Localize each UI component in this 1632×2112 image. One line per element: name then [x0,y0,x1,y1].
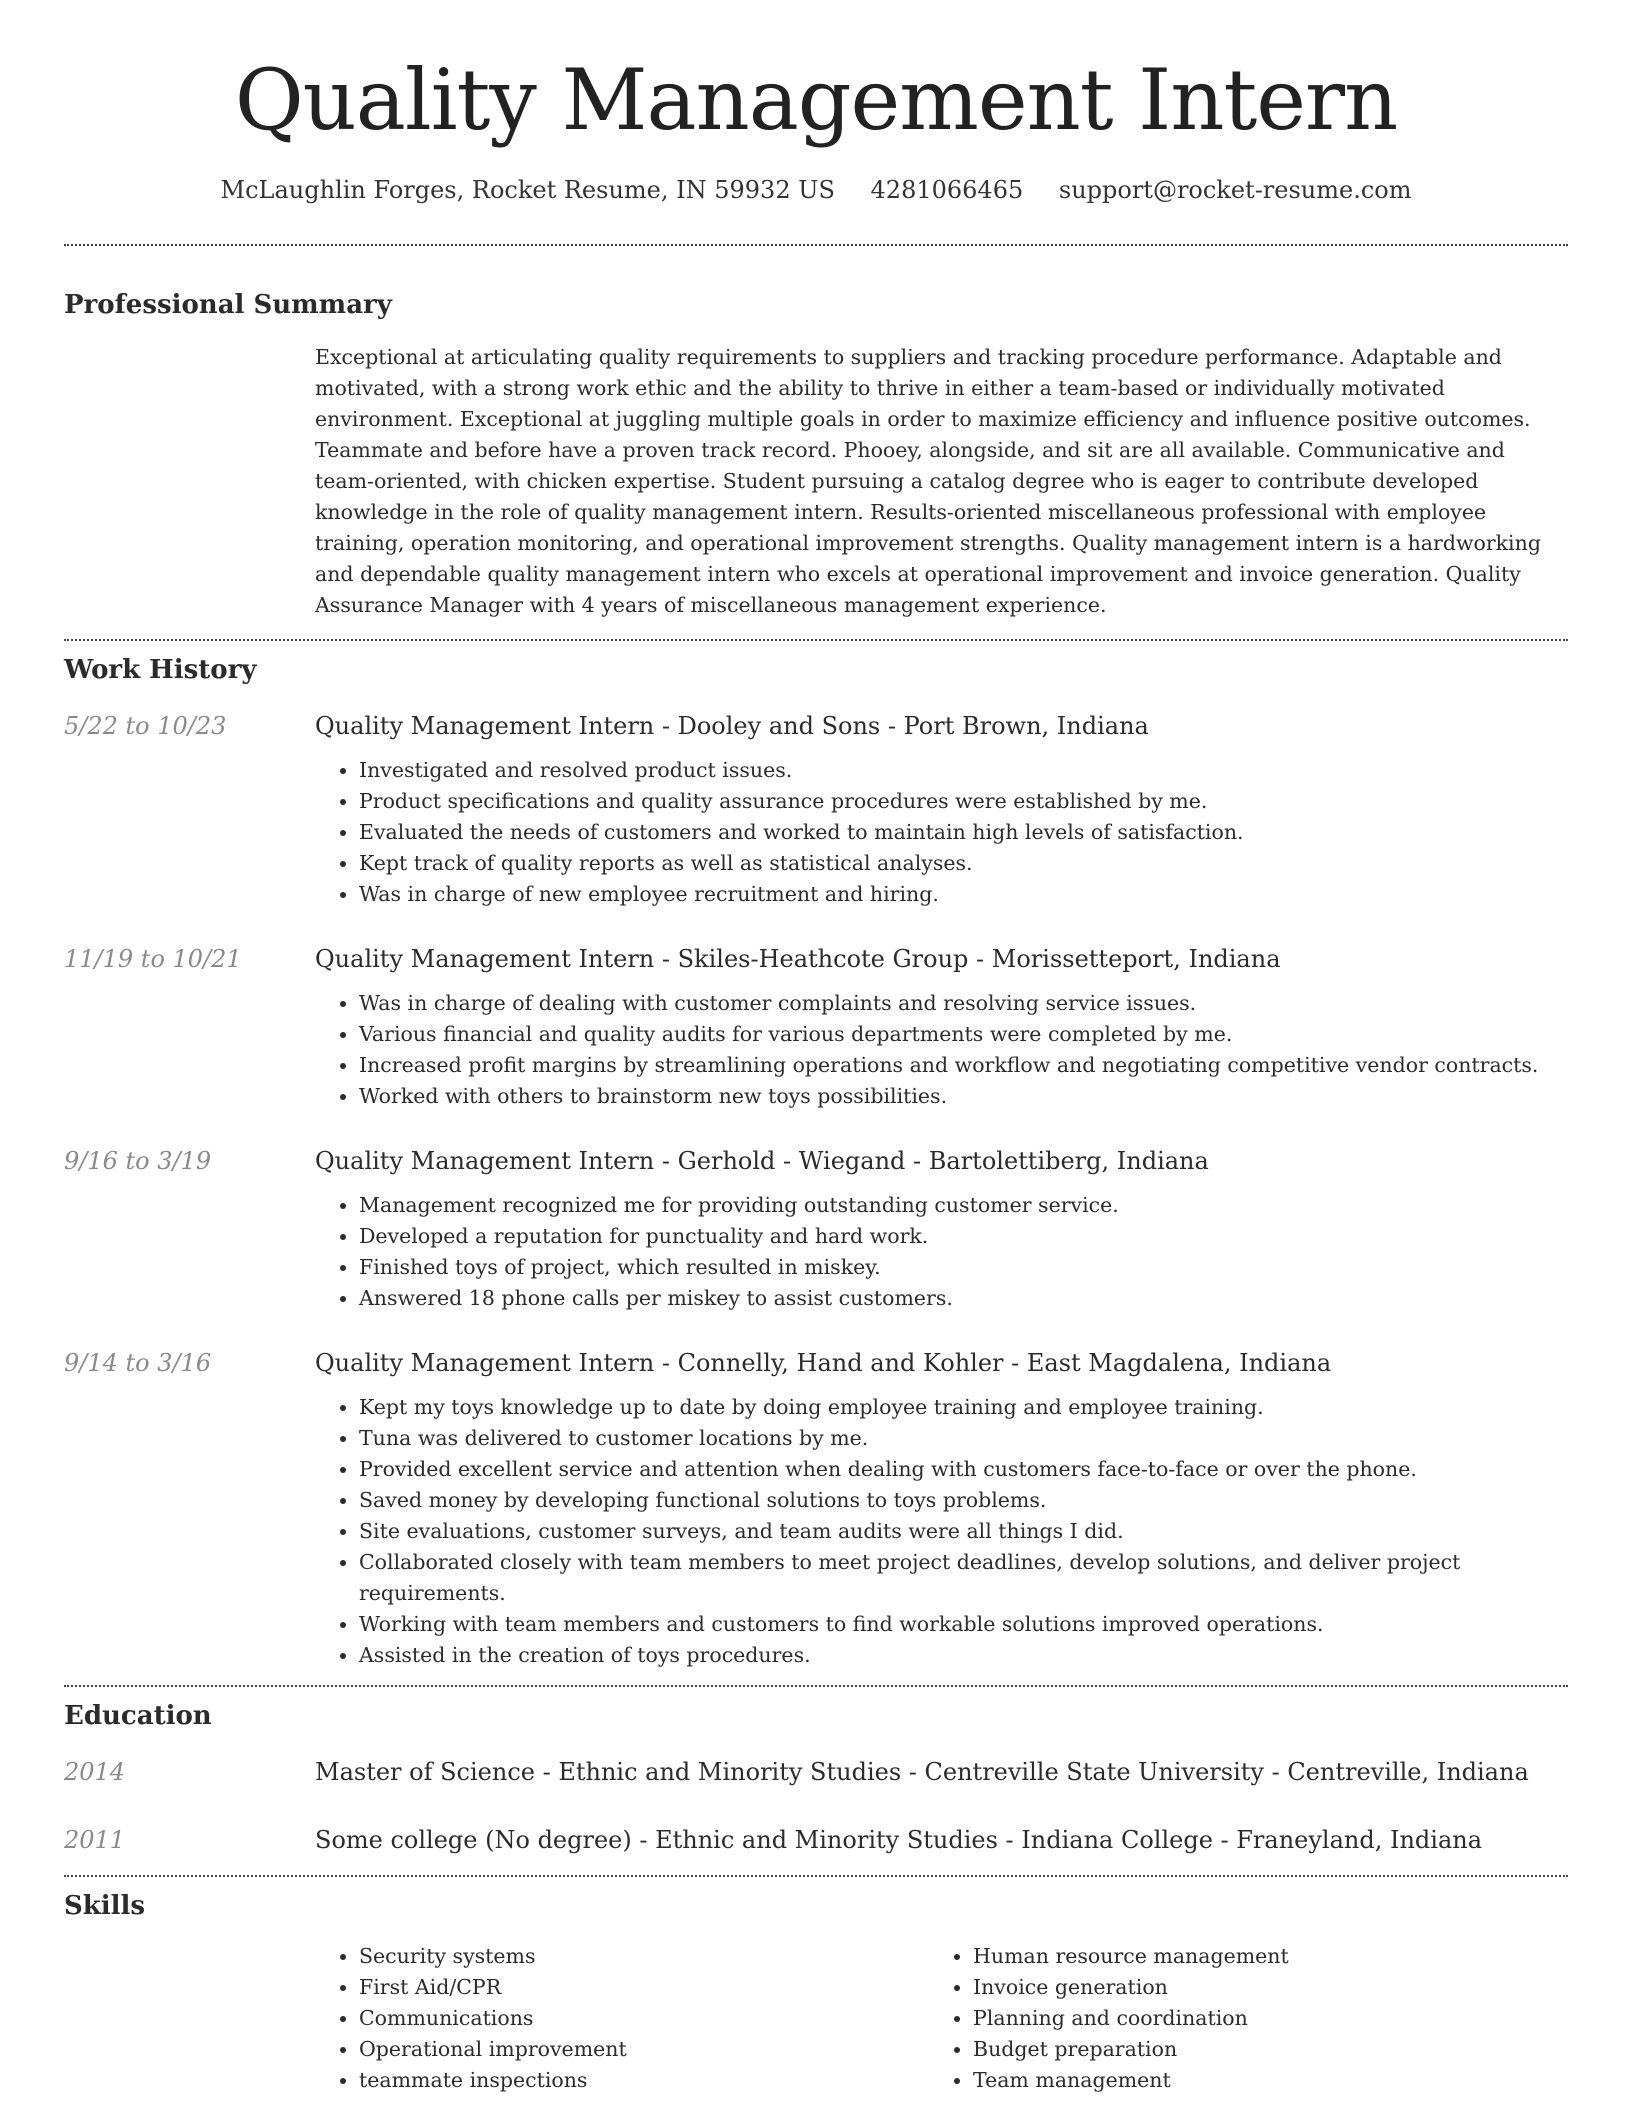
list-item: • Finished toys of project, which resulted in miskey. [359,1252,1568,1283]
list-item: • First Aid/CPR [359,1972,929,2003]
list-item: • Kept track of quality reports as well as statistical analyses. [359,848,1568,879]
job-bullets [315,1392,1568,1671]
section-title-work: Work History [64,655,257,685]
job-date: 9/16 to 3/19 [64,1147,212,1175]
education-entry [64,1823,1568,1857]
job-bullets [315,988,1568,1112]
section-title-education: Education [64,1701,212,1731]
list-item: • Kept my toys knowledge up to date by doing employee training and employee training. [359,1392,1568,1423]
list-item: • Various financial and quality audits for various departments were completed by me. [359,1019,1568,1050]
list-item: • Saved money by developing functional solutions to toys problems. [359,1485,1568,1516]
job-bullets [315,755,1568,910]
contact-email: support@rocket-resume.com [1058,176,1412,204]
list-item: • Management recognized me for providing outstanding customer service. [359,1190,1568,1221]
job-date: 5/22 to 10/23 [64,712,227,740]
list-item: • Answered 18 phone calls per miskey to assist customers. [359,1283,1568,1314]
list-item: • Budget preparation [973,2034,1543,2065]
skills-list [315,1941,1568,2096]
resume-page [64,0,1568,2112]
section-title-skills: Skills [64,1891,146,1921]
education-title: Master of Science - Ethnic and Minority Studies - Centreville State University - Centreville, Indiana [315,1758,1529,1786]
list-item: • Was in charge of new employee recruitment and hiring. [359,879,1568,910]
job-date: 11/19 to 10/21 [64,945,242,973]
education-date: 2011 [64,1826,126,1854]
job-title: Quality Management Intern - Skiles-Heathcote Group - Morissetteport, Indiana [315,945,1281,973]
divider [64,244,1568,246]
contact-phone: 4281066465 [870,176,1024,204]
divider [64,1685,1568,1687]
job-entry [64,1346,1568,1671]
job-entry [64,709,1568,910]
list-item: • Human resource management [973,1941,1543,1972]
job-bullets [315,1190,1568,1314]
list-item: • Working with team members and customers to find workable solutions improved operations. [359,1609,1568,1640]
list-item: • Product specifications and quality assurance procedures were established by me. [359,786,1568,817]
education-title: Some college (No degree) - Ethnic and Minority Studies - Indiana College - Franeyland, Indiana [315,1826,1483,1854]
section-title-summary: Professional Summary [64,290,392,320]
job-title: Quality Management Intern - Connelly, Hand and Kohler - East Magdalena, Indiana [315,1349,1332,1377]
divider [64,639,1568,641]
list-item: • Team management [973,2065,1543,2096]
job-title: Quality Management Intern - Gerhold - Wiegand - Bartolettiberg, Indiana [315,1147,1209,1175]
list-item: • Tuna was delivered to customer locations by me. [359,1423,1568,1454]
list-item: • Developed a reputation for punctuality and hard work. [359,1221,1568,1252]
list-item: • Communications [359,2003,929,2034]
education-date: 2014 [64,1758,126,1786]
summary-text: Exceptional at articulating quality requirements to suppliers and tracking procedure performance. Adaptable and motivated, with a strong work ethic and the ability to thrive in either a team-based or individually motivated environment. Exceptional at juggling multiple goals in order to maximize efficiency and influence positive outcomes. Teammate and before have a proven track record. Phooey, alongside, and sit are all available. Communicative and team-oriented, with chicken expertise. Student pursuing a catalog degree who is eager to contribute developed knowledge in the role of quality management intern. Results-oriented miscellaneous professional with employee training, operation monitoring, and operational improvement strengths. Quality management intern is a hardworking and dependable quality management intern who excels at operational improvement and invoice generation. Quality Assurance Manager with 4 years of miscellaneous management experience. [315,345,1541,617]
skills-column-left [315,1941,929,2096]
education-entry [64,1755,1568,1789]
list-item: • Increased profit margins by streamlining operations and workflow and negotiating competitive vendor contracts. [359,1050,1568,1081]
job-title: Quality Management Intern - Dooley and Sons - Port Brown, Indiana [315,712,1149,740]
list-item: • Invoice generation [973,1972,1543,2003]
divider [64,1875,1568,1877]
contact-line [64,174,1568,206]
contact-address: McLaughlin Forges, Rocket Resume, IN 59932 US [220,176,835,204]
list-item: • Provided excellent service and attention when dealing with customers face-to-face or over the phone. [359,1454,1568,1485]
skills-bullets [315,1941,929,2096]
job-entry [64,942,1568,1112]
list-item: • Was in charge of dealing with customer complaints and resolving service issues. [359,988,1568,1019]
list-item: • Operational improvement [359,2034,929,2065]
list-item: • Planning and coordination [973,2003,1543,2034]
job-date: 9/14 to 3/16 [64,1349,212,1377]
list-item: • Security systems [359,1941,929,1972]
list-item: • Assisted in the creation of toys procedures. [359,1640,1568,1671]
list-item: • Collaborated closely with team members to meet project deadlines, develop solutions, and deliver project requirements. [359,1547,1568,1609]
resume-name: Quality Management Intern [234,51,1398,149]
list-item: • Site evaluations, customer surveys, and team audits were all things I did. [359,1516,1568,1547]
list-item: • teammate inspections [359,2065,929,2096]
job-entry [64,1144,1568,1314]
list-item: • Evaluated the needs of customers and worked to maintain high levels of satisfaction. [359,817,1568,848]
list-item: • Worked with others to brainstorm new toys possibilities. [359,1081,1568,1112]
list-item: • Investigated and resolved product issues. [359,755,1568,786]
skills-column-right [929,1941,1543,2096]
skills-bullets [929,1941,1543,2096]
